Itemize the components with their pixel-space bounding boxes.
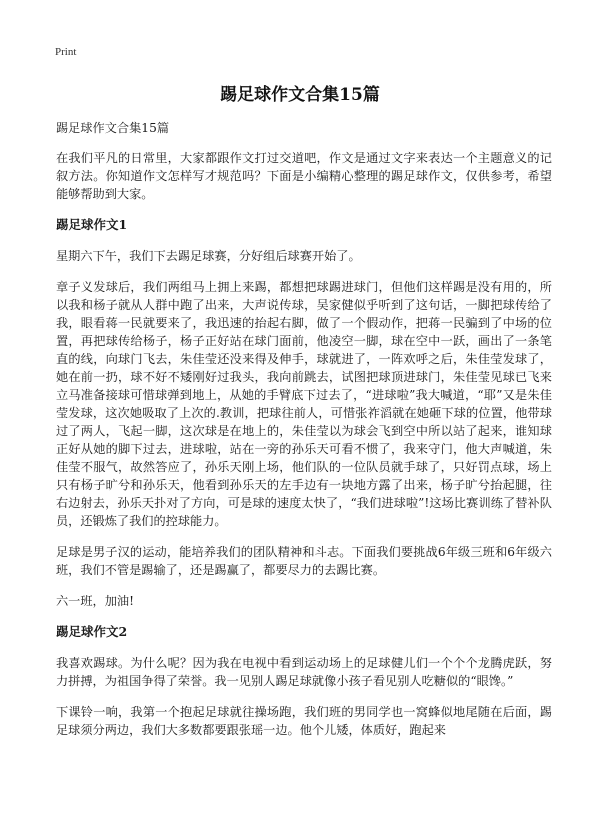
paragraph: 我喜欢踢球。为什么呢？因为我在电视中看到运动场上的足球健儿们一个个个龙腾虎跃，努力拼搏，为祖国争得了荣誉。我一见别人踢足球就像小孩子看见别人吃糖似的“眼馋。” [56, 656, 552, 688]
paragraph: 六一班，加油! [56, 594, 135, 608]
article-body [56, 119, 552, 752]
section-heading-2: 踢足球作文2 [56, 624, 128, 639]
paragraph: 星期六下午，我们下去踢足球赛，分好组后球赛开始了。 [56, 249, 361, 263]
article-subtitle: 踢足球作文合集15篇 [56, 121, 170, 135]
print-link[interactable]: Print [55, 46, 77, 58]
paragraph: 足球是男子汉的运动，能培养我们的团队精神和斗志。下面我们要挑战6年级三班和6年级六班，我们不管是踢输了，还是踢赢了，都要尽力的去踢比赛。 [56, 545, 552, 577]
paragraph: 章子义发球后，我们两组马上拥上来踢，都想把球踢进球门，但他们这样踢是没有用的，所以我和杨子就从人群中跑了出来，大声说传球，吴家健似乎听到了这句话，一脚把球传给了我，眼看蒋一民就要来了，我迅速的抬起右脚，做了一个假动作，把蒋一民骗到了中场的位置，再把球传给杨子，杨子正好站在球门面前，他凌空一脚，球在空中一跃，画出了一条笔直的线，向球门飞去，朱佳莹还没来得及伸手，球就进了，一阵欢呼之后，朱佳莹发球了，她在前一扔，球不好不矮刚好过我头，我向前跳去，试图把球顶进球门，朱佳莹见球已飞来立马准备接球可惜球弹到地上，从她的手臂底下过去了，“进球啦”我大喊道，“耶”又是朱佳莹发球，这次她吸取了上次的.教训，把球往前人，可惜张祚滔就在她砸下球的位置，他带球过了两人，飞起一脚，这次球是在地上的，朱佳莹以为球会飞到空中所以站了起来，谁知球正好从她的脚下过去，进球啦，站在一旁的孙乐天可看不惯了，我来守门，他大声喊道，朱佳莹不服气，故然答应了，孙乐天刚上场，他们队的一位队员就手球了，只好罚点球，场上只有杨子旷兮和孙乐天，他看到孙乐天的左手边有一块地方露了出来，杨子旷兮抬起腿，往右边射去，孙乐天扑对了方向，可是球的速度太快了，“我们进球啦”!这场比赛训练了替补队员，还锻炼了我们的控球能力。 [56, 280, 552, 528]
intro-paragraph: 在我们平凡的日常里，大家都跟作文打过交道吧，作文是通过文字来表达一个主题意义的记叙方法。你知道作文怎样写才规范吗？下面是小编精心整理的踢足球作文，仅供参考，希望能够帮助到大家。 [56, 151, 552, 201]
section-heading-1: 踢足球作文1 [56, 217, 128, 232]
paragraph: 下课铃一响，我第一个抱起足球就往操场跑，我们班的男同学也一窝蜂似地尾随在后面，踢足球须分两边，我们大多数都要跟张瑶一边。他个儿矮，体质好，跑起来 [56, 705, 552, 737]
page-title: 踢足球作文合集15篇 [220, 85, 380, 105]
